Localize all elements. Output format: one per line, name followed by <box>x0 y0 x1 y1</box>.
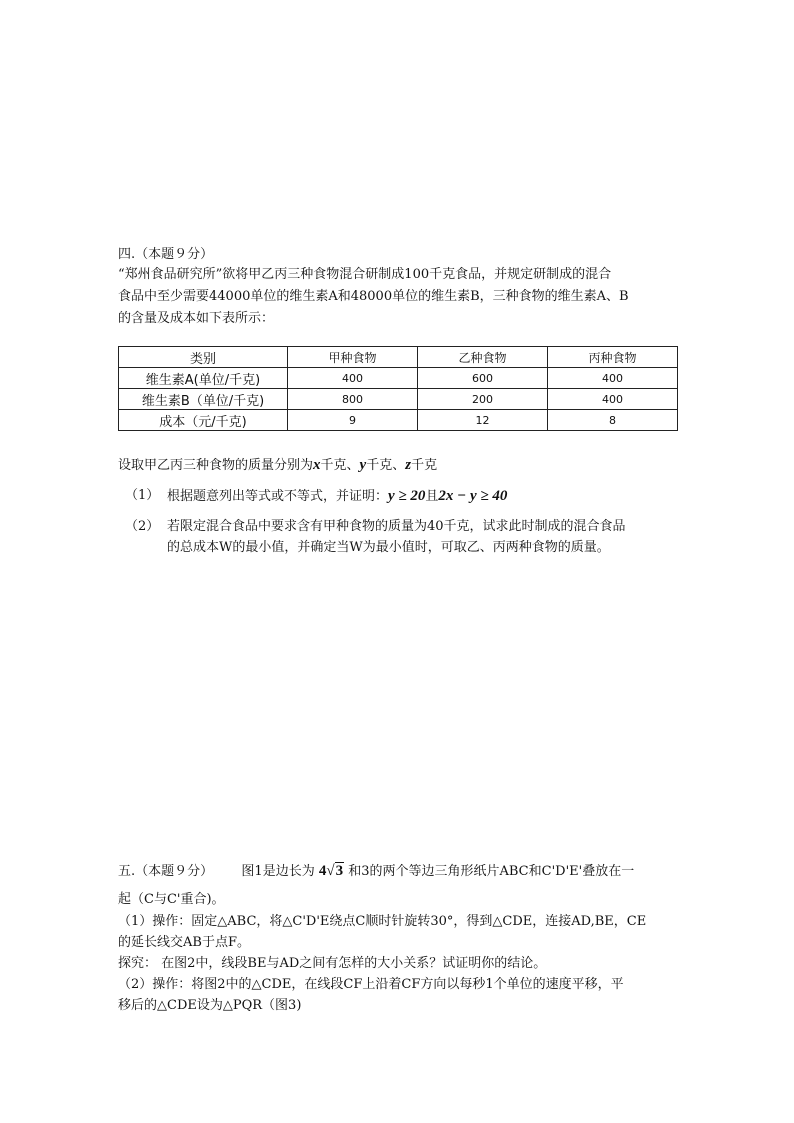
q5-line-6: （2）操作：将图2中的△CDE，在线段CF上沿着CF方向以每秒1个单位的速度平移，平 <box>118 977 624 992</box>
q5-line-1-b: 和3的两个等边三角形纸片ABC和C'D'E'叠放在一 <box>348 864 635 879</box>
q4-let-statement <box>118 454 437 477</box>
table-row-label: 成本（元/千克) <box>119 410 288 431</box>
unit-kg: 千克 <box>411 458 438 473</box>
q4-intro-line-2: 食品中至少需要44000单位的维生素A和48000单位的维生素B，三种食物的维生素A、B <box>118 289 629 304</box>
table-cell: 12 <box>418 410 548 431</box>
var-x: x <box>313 457 321 473</box>
table-cell: 400 <box>288 368 418 389</box>
q4-item-2-line-1: 若限定混合食品中要求含有甲种食物的质量为40千克，试求此时制成的混合食品 <box>167 519 626 534</box>
q5-line-4: 的延长线交AB于点F。 <box>118 935 250 950</box>
table-header-cell: 甲种食物 <box>288 347 418 368</box>
table-header-row <box>119 347 678 368</box>
table-cell: 200 <box>418 389 548 410</box>
vitamin-cost-table <box>118 346 678 431</box>
unit-kg: 千克、 <box>320 458 360 473</box>
var-y: y <box>359 457 367 473</box>
q5-line-5: 探究： 在图2中，线段BE与AD之间有怎样的大小关系？试证明你的结论。 <box>118 956 547 971</box>
q4-heading: 四.（本题９分） <box>118 247 214 262</box>
unit-kg: 千克、 <box>366 458 406 473</box>
q4-intro-line-3: 的含量及成本如下表所示： <box>118 311 275 326</box>
item-1-text: 根据题意列出等式或不等式，并证明： <box>167 489 389 504</box>
inequality-1: y ≥ 20 <box>388 488 426 504</box>
table-header-cell: 丙种食物 <box>548 347 678 368</box>
q5-line-7: 移后的△CDE设为△PQR（图3) <box>118 998 302 1013</box>
table-row <box>119 389 678 410</box>
q4-item-1 <box>167 485 507 508</box>
q5-line-2: 起（C与C'重合)。 <box>118 892 225 907</box>
var-z: z <box>405 457 412 473</box>
table-cell: 400 <box>548 368 678 389</box>
table-row-label: 维生素B（单位/千克) <box>119 389 288 410</box>
table-row-label: 维生素A(单位/千克) <box>119 368 288 389</box>
q4-item-2-line-2: 的总成本W的最小值，并确定当W为最小值时，可取乙、丙两种食物的质量。 <box>167 540 610 555</box>
sqrt-radicand: 3 <box>335 863 344 879</box>
let-prefix: 设取甲乙丙三种食物的质量分别为 <box>118 458 314 473</box>
table-cell: 600 <box>418 368 548 389</box>
q4-item-1-number: （1） <box>125 488 160 503</box>
q5-line-1-a: 图1是边长为 <box>241 864 315 879</box>
table-header-cell: 类别 <box>119 347 288 368</box>
side-length-coefficient: 4 <box>318 863 327 879</box>
q4-item-2-number: （2） <box>125 519 160 534</box>
q5-heading: 五.（本题９分） <box>118 864 214 879</box>
sqrt-expression: √3 <box>326 863 344 879</box>
q4-intro-line-1: “郑州食品研究所”欲将甲乙丙三种食物混合研制成100千克食品，并规定研制成的混合 <box>118 267 612 282</box>
and-word: 且 <box>425 489 439 504</box>
table-cell: 800 <box>288 389 418 410</box>
table-cell: 9 <box>288 410 418 431</box>
table-row <box>119 368 678 389</box>
q5-line-3: （1）操作：固定△ABC，将△C'D'E绕点C顺时针旋转30°，得到△CDE，连接AD,BE，CE <box>118 914 647 929</box>
table-header-cell: 乙种食物 <box>418 347 548 368</box>
table-cell: 400 <box>548 389 678 410</box>
inequality-2: 2x − y ≥ 40 <box>438 488 508 504</box>
table-cell: 8 <box>548 410 678 431</box>
q5-line-1 <box>118 860 634 883</box>
table-row <box>119 410 678 431</box>
